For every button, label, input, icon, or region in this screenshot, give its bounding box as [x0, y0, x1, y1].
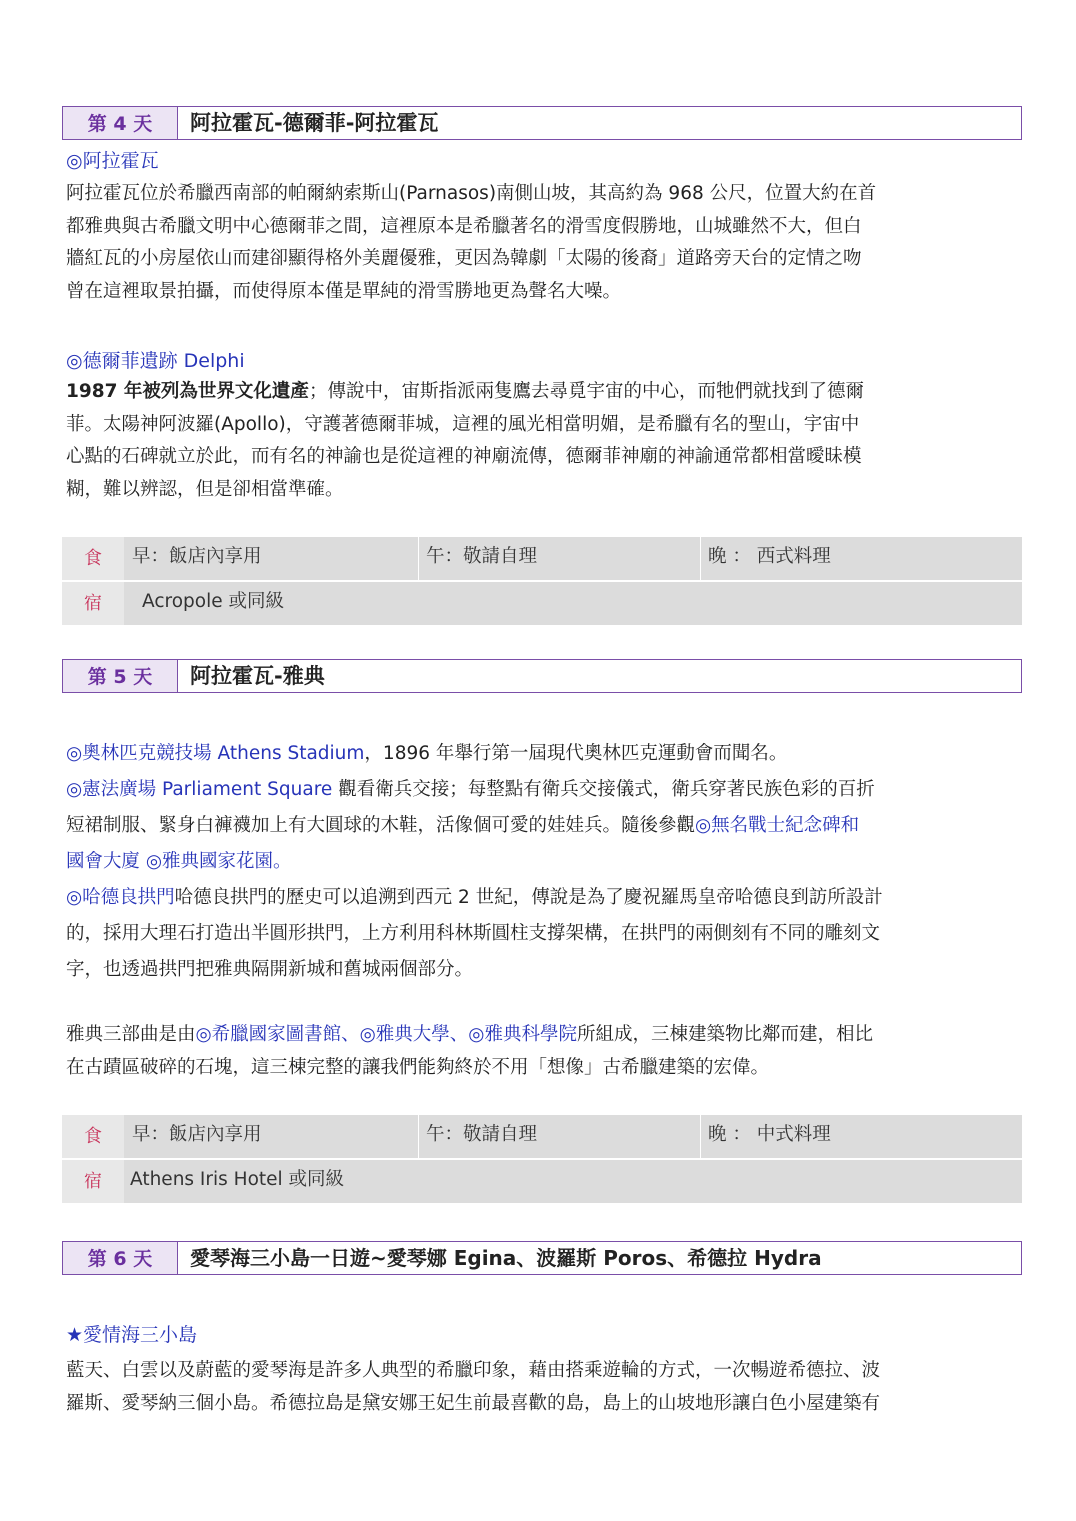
day6-label: 第 6 天: [63, 1242, 178, 1274]
stay-key: 宿: [62, 582, 124, 625]
hotel: Athens Iris Hotel 或同級: [130, 1169, 345, 1190]
divider: [418, 1115, 419, 1158]
day6-title: 愛琴海三小島一日遊~愛琴娜 Egina、波羅斯 Poros、希德拉 Hydra: [190, 1246, 822, 1270]
breakfast: 早：飯店內享用: [132, 1124, 262, 1145]
hadrian-arch-link: ◎哈德良拱門: [66, 887, 175, 908]
text-line: 雅典三部曲是由: [66, 1024, 196, 1045]
dinner: 晚 ： 中式料理: [708, 1124, 831, 1145]
text-line: ；傳說中，宙斯指派兩隻鷹去尋覓宇宙的中心，而牠們就找到了德爾: [308, 381, 864, 402]
parliament-square-link: ◎憲法廣場 Parliament Square: [66, 779, 333, 800]
text-line: 牆紅瓦的小房屋依山而建卻顯得格外美麗優雅，更因為韓劇「太陽的後裔」道路旁天台的定情之吻: [66, 248, 862, 269]
text-line: 在古蹟區破碎的石塊，這三棟完整的讓我們能夠終於不用「想像」古希臘建築的宏偉。: [66, 1056, 770, 1078]
meal-row: [62, 1115, 1022, 1158]
delphi-paragraph: [66, 376, 1021, 506]
delphi-heading: ◎德爾菲遺跡 Delphi: [66, 350, 245, 372]
divider: [418, 537, 419, 580]
text-line: 糊，難以辨認，但是卻相當準確。: [66, 478, 344, 500]
lunch: 午：敬請自理: [426, 1124, 538, 1145]
stay-row: [62, 582, 1022, 625]
athens-stadium-link: ◎奧林匹克競技場 Athens Stadium: [66, 743, 365, 764]
food-key: 食: [62, 1115, 124, 1158]
lunch: 午：敬請自理: [426, 546, 538, 567]
meal-row: [62, 537, 1022, 580]
alachova-paragraph: [66, 178, 1021, 308]
stay-row: [62, 1160, 1022, 1203]
text-line: 羅斯、愛琴納三個小島。希德拉島是黛安娜王妃生前最喜歡的島，島上的山坡地形讓白色小屋建築有: [66, 1392, 881, 1414]
day5-meal-table: [62, 1115, 1022, 1203]
day4-label: 第 4 天: [63, 107, 178, 139]
day6-header: [62, 1241, 1022, 1275]
aegean-paragraph: [66, 1355, 1021, 1420]
dinner: 晚 ： 西式料理: [708, 546, 831, 567]
day4-meal-table: [62, 537, 1022, 625]
text-line: 都雅典與古希臘文明中心德爾菲之間，這裡原本是希臘著名的滑雪度假勝地，山城雖然不大，但白: [66, 215, 862, 237]
stay-key: 宿: [62, 1160, 124, 1203]
hotel: Acropole 或同級: [142, 591, 284, 612]
text-line: 哈德良拱門的歷史可以追溯到西元 2 世紀，傳說是為了慶祝羅馬皇帝哈德良到訪所設計: [174, 887, 883, 908]
trilogy-paragraph: [66, 1019, 1021, 1084]
text-line: 。: [273, 851, 292, 872]
text-line: 心點的石碑就立於此，而有名的神諭也是從這裡的神廟流傳，德爾菲神廟的神諭通常都相當曖昧模: [66, 446, 862, 467]
unesco-note: 1987 年被列為世界文化遺產: [66, 381, 309, 402]
text-line: 的，採用大理石打造出半圓形拱門，上方利用科林斯圓柱支撐架構，在拱門的兩側刻有不同的雕刻文: [66, 923, 881, 944]
athens-paragraph: [66, 736, 1021, 988]
national-garden-link: 國會大廈 ◎雅典國家花園: [66, 851, 274, 872]
text-line: 曾在這裡取景拍攝，而使得原本僅是單純的滑雪勝地更為聲名大噪。: [66, 280, 622, 302]
text-line: 藍天、白雲以及蔚藍的愛琴海是許多人典型的希臘印象，藉由搭乘遊輪的方式，一次暢遊希德拉、波: [66, 1360, 881, 1381]
unknown-soldier-link: ◎無名戰士紀念碑和: [695, 815, 860, 836]
text-line: ，1896 年舉行第一屆現代奧林匹克運動會而聞名。: [364, 743, 788, 764]
text-line: 阿拉霍瓦位於希臘西南部的帕爾納索斯山(Parnasos)南側山坡，其高約為 968 公尺，位置大約在首: [66, 183, 877, 204]
divider: [700, 537, 701, 580]
day5-title: 阿拉霍瓦-雅典: [190, 664, 325, 688]
aegean-heading: ★愛情海三小島: [66, 1324, 198, 1346]
text-line: 短裙制服、緊身白褲襪加上有大圓球的木鞋，活像個可愛的娃娃兵。隨後參觀: [66, 815, 696, 836]
divider: [700, 1115, 701, 1158]
day5-label: 第 5 天: [63, 660, 178, 692]
day5-header: [62, 659, 1022, 693]
text-line: 菲。太陽神阿波羅(Apollo)，守護著德爾菲城，這裡的風光相當明媚，是希臘有名的聖山，宇宙中: [66, 413, 860, 435]
text-line: 觀看衛兵交接；每整點有衛兵交接儀式，衛兵穿著民族色彩的百折: [332, 779, 875, 800]
food-key: 食: [62, 537, 124, 580]
alachova-heading: ◎阿拉霍瓦: [66, 150, 159, 172]
breakfast: 早：飯店內享用: [132, 546, 262, 567]
day4-header: [62, 106, 1022, 140]
trilogy-links: ◎希臘國家圖書館、◎雅典大學、◎雅典科學院: [195, 1024, 577, 1045]
text-line: 字，也透過拱門把雅典隔開新城和舊城兩個部分。: [66, 959, 474, 980]
text-line: 所組成，三棟建築物比鄰而建，相比: [576, 1024, 873, 1045]
day4-title: 阿拉霍瓦-德爾菲-阿拉霍瓦: [190, 111, 439, 135]
